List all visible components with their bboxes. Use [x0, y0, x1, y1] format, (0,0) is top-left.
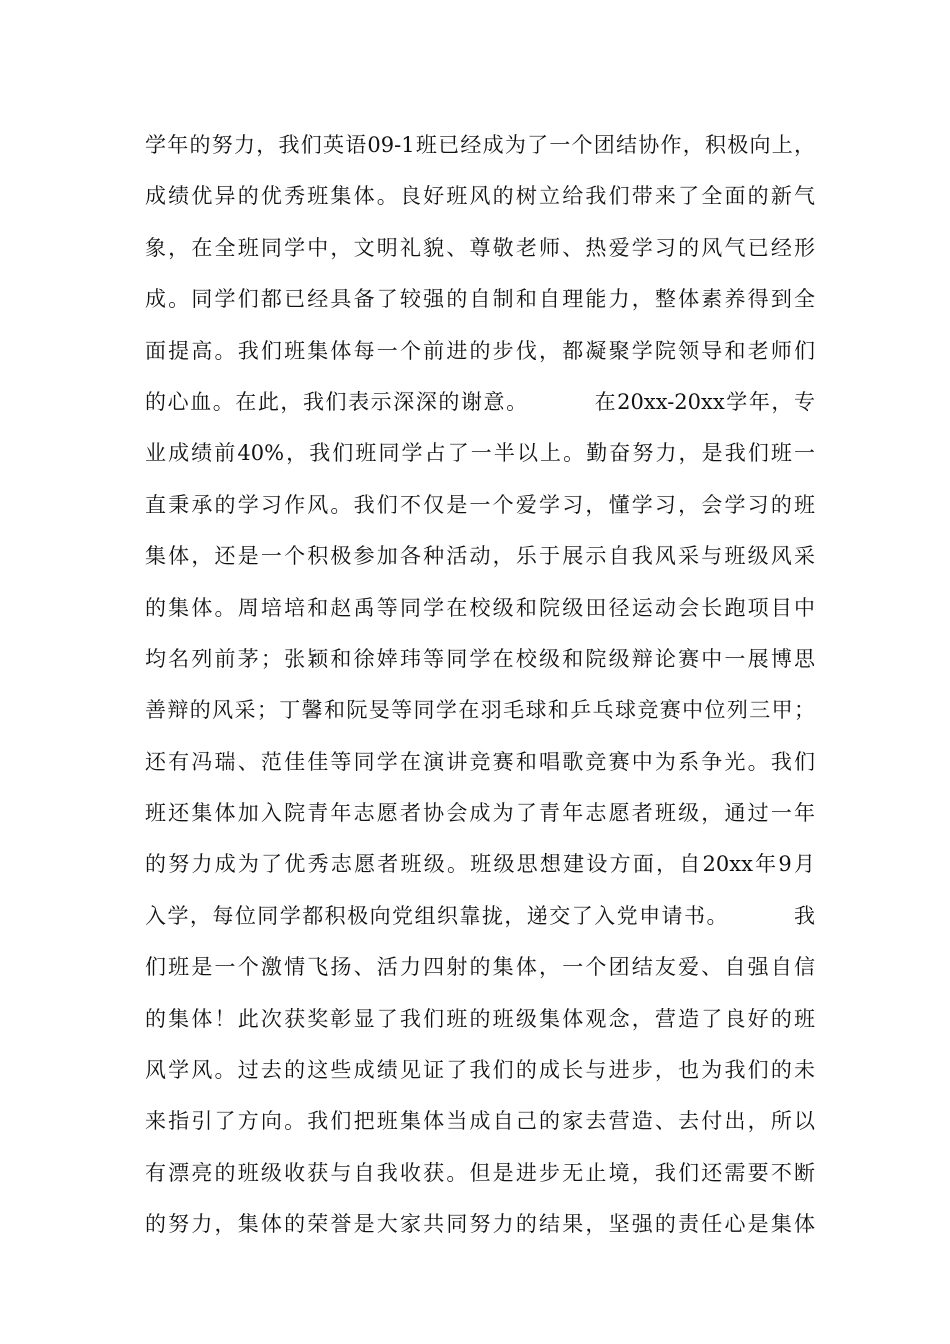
- text-line: 善辩的风采；丁馨和阮旻等同学在羽毛球和乒乓球竞赛中位列三甲；: [145, 698, 815, 723]
- text-line: 集体，还是一个积极参加各种活动，乐于展示自我风采与班级风采: [145, 544, 815, 569]
- text-line: 直秉承的学习作风。我们不仅是一个爱学习，懂学习，会学习的班: [145, 492, 815, 517]
- text-line: 们班是一个激情飞扬、活力四射的集体，一个团结友爱、自强自信: [145, 955, 815, 980]
- text-line: 的努力成为了优秀志愿者班级。班级思想建设方面，自20xx年9月: [145, 852, 815, 877]
- text-line: 成绩优异的优秀班集体。良好班风的树立给我们带来了全面的新气: [145, 184, 815, 209]
- text-line: 来指引了方向。我们把班集体当成自己的家去营造、去付出，所以: [145, 1109, 815, 1134]
- text-line: 的心血。在此，我们表示深深的谢意。 在20xx-20xx学年，专: [145, 389, 815, 414]
- text-line: 还有冯瑞、范佳佳等同学在演讲竞赛和唱歌竞赛中为系争光。我们: [145, 749, 815, 774]
- body-text: [145, 120, 815, 1251]
- text-line: 入学，每位同学都积极向党组织靠拢，递交了入党申请书。 我: [145, 903, 815, 928]
- text-line: 的集体。周培培和赵禹等同学在校级和院级田径运动会长跑项目中: [145, 595, 815, 620]
- text-line: 业成绩前40%，我们班同学占了一半以上。勤奋努力，是我们班一: [145, 441, 815, 466]
- text-line: 的集体！此次获奖彰显了我们班的班级集体观念，营造了良好的班: [145, 1006, 815, 1031]
- text-line: 均名列前茅；张颖和徐婞玮等同学在校级和院级辩论赛中一展博思: [145, 646, 815, 671]
- text-line: 班还集体加入院青年志愿者协会成为了青年志愿者班级，通过一年: [145, 801, 815, 826]
- text-line: 面提高。我们班集体每一个前进的步伐，都凝聚学院领导和老师们: [145, 338, 815, 363]
- text-line: 成。同学们都已经具备了较强的自制和自理能力，整体素养得到全: [145, 287, 815, 312]
- text-line: 的努力，集体的荣誉是大家共同努力的结果，坚强的责任心是集体: [145, 1212, 815, 1237]
- text-line: 有漂亮的班级收获与自我收获。但是进步无止境，我们还需要不断: [145, 1160, 815, 1185]
- text-line: 象，在全班同学中，文明礼貌、尊敬老师、热爱学习的风气已经形: [145, 235, 815, 260]
- text-line: 风学风。过去的这些成绩见证了我们的成长与进步，也为我们的未: [145, 1058, 815, 1083]
- text-line: 学年的努力，我们英语09-1班已经成为了一个团结协作，积极向上，: [145, 133, 815, 157]
